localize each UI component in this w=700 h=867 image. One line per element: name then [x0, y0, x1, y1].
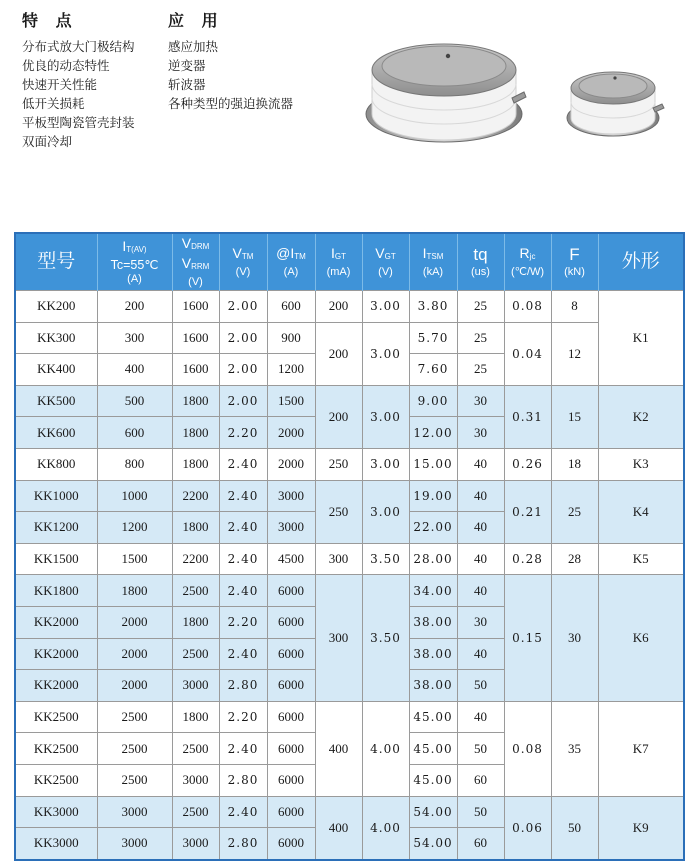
cell-it: 1200	[97, 512, 172, 544]
cell-vgt: 3.00	[362, 448, 409, 480]
cell-it: 1000	[97, 480, 172, 512]
cell-f: 25	[551, 480, 598, 543]
cell-it: 200	[97, 291, 172, 323]
cell-it: 2500	[97, 701, 172, 733]
cell-model: KK200	[15, 291, 97, 323]
header-model: 型号	[15, 233, 97, 291]
cell-vtm: 2.40	[219, 512, 267, 544]
cell-tq: 40	[457, 512, 504, 544]
cell-model: KK2000	[15, 638, 97, 670]
cell-tq: 40	[457, 701, 504, 733]
cell-vtm: 2.00	[219, 385, 267, 417]
table-row	[15, 701, 684, 733]
cell-model: KK1200	[15, 512, 97, 544]
header-itsm: $I_{TSM}$ (kA)	[409, 233, 457, 291]
cell-igt: 200	[315, 291, 362, 323]
cell-vtm: 2.00	[219, 322, 267, 354]
cell-model: KK1500	[15, 543, 97, 575]
cell-itsm: 5.70	[409, 322, 457, 354]
features-title: 特 点	[22, 11, 78, 30]
cell-vgt: 3.50	[362, 575, 409, 701]
cell-model: KK400	[15, 354, 97, 386]
feature-item: 低开关损耗	[22, 96, 85, 111]
cell-model: KK2000	[15, 670, 97, 702]
cell-model: KK2500	[15, 764, 97, 796]
cell-vdrm: 1600	[172, 322, 219, 354]
cell-vdrm: 2200	[172, 543, 219, 575]
header-rjc: $R_{jc}$ (℃/W)	[504, 233, 551, 291]
cell-itsm: 28.00	[409, 543, 457, 575]
applications-list	[168, 37, 293, 113]
cell-vtm: 2.00	[219, 354, 267, 386]
cell-itsm: 22.00	[409, 512, 457, 544]
cell-tq: 40	[457, 543, 504, 575]
cell-itsm: 7.60	[409, 354, 457, 386]
table-header-row	[15, 233, 684, 291]
cell-itm: 900	[267, 322, 315, 354]
cell-itsm: 45.00	[409, 733, 457, 765]
cell-outline: K6	[598, 575, 684, 701]
cell-vgt: 3.00	[362, 322, 409, 385]
cell-outline: K4	[598, 480, 684, 543]
cell-vdrm: 1800	[172, 385, 219, 417]
cell-tq: 50	[457, 733, 504, 765]
header-f: F (kN)	[551, 233, 598, 291]
cell-rjc: 0.04	[504, 322, 551, 385]
cell-model: KK800	[15, 448, 97, 480]
cell-model: KK2500	[15, 701, 97, 733]
cell-it: 2500	[97, 764, 172, 796]
cell-tq: 40	[457, 575, 504, 607]
cell-igt: 300	[315, 575, 362, 701]
cell-tq: 50	[457, 670, 504, 702]
cell-model: KK1000	[15, 480, 97, 512]
cell-model: KK500	[15, 385, 97, 417]
cell-f: 35	[551, 701, 598, 796]
cell-f: 15	[551, 385, 598, 448]
cell-tq: 30	[457, 417, 504, 449]
cell-it: 2000	[97, 638, 172, 670]
header-it: $I_{T(AV)}$ Tc=55℃ (A)	[97, 233, 172, 291]
applications-section	[168, 8, 293, 113]
table-row	[15, 575, 684, 607]
cell-itsm: 34.00	[409, 575, 457, 607]
cell-itm: 6000	[267, 828, 315, 860]
cell-igt: 300	[315, 543, 362, 575]
cell-itm: 6000	[267, 733, 315, 765]
feature-item: 分布式放大门极结构	[22, 39, 135, 54]
cell-vdrm: 2500	[172, 575, 219, 607]
table-row	[15, 480, 684, 512]
cell-it: 2000	[97, 606, 172, 638]
cell-vtm: 2.40	[219, 448, 267, 480]
cell-vtm: 2.40	[219, 638, 267, 670]
cell-outline: K7	[598, 701, 684, 796]
cell-model: KK3000	[15, 796, 97, 828]
header-igt: $I_{GT}$ (mA)	[315, 233, 362, 291]
cell-rjc: 0.06	[504, 796, 551, 860]
feature-item: 双面冷却	[22, 134, 73, 149]
cell-vdrm: 1800	[172, 512, 219, 544]
table-row	[15, 291, 684, 323]
cell-tq: 30	[457, 606, 504, 638]
feature-item: 优良的动态特性	[22, 58, 110, 73]
cell-rjc: 0.21	[504, 480, 551, 543]
cell-tq: 60	[457, 764, 504, 796]
cell-tq: 40	[457, 480, 504, 512]
cell-vgt: 3.00	[362, 480, 409, 543]
cell-vdrm: 1800	[172, 448, 219, 480]
cell-itsm: 9.00	[409, 385, 457, 417]
application-item: 感应加热	[168, 39, 219, 54]
cell-itsm: 54.00	[409, 796, 457, 828]
cell-vdrm: 2500	[172, 638, 219, 670]
cell-f: 50	[551, 796, 598, 860]
cell-vtm: 2.20	[219, 417, 267, 449]
cell-itsm: 38.00	[409, 638, 457, 670]
cell-outline: K5	[598, 543, 684, 575]
cell-itm: 6000	[267, 670, 315, 702]
cell-vgt: 3.00	[362, 291, 409, 323]
cell-tq: 60	[457, 828, 504, 860]
cell-vtm: 2.40	[219, 733, 267, 765]
feature-item: 平板型陶瓷管壳封装	[22, 115, 135, 130]
cell-itsm: 45.00	[409, 701, 457, 733]
cell-it: 400	[97, 354, 172, 386]
cell-igt: 200	[315, 322, 362, 385]
cell-outline: K9	[598, 796, 684, 860]
cell-vgt: 4.00	[362, 701, 409, 796]
cell-tq: 25	[457, 354, 504, 386]
cell-vtm: 2.80	[219, 670, 267, 702]
cell-itm: 6000	[267, 764, 315, 796]
thyristor-disc-large-icon	[362, 18, 530, 150]
cell-igt: 200	[315, 385, 362, 448]
cell-itm: 6000	[267, 701, 315, 733]
cell-rjc: 0.08	[504, 291, 551, 323]
header-tq: tq (us)	[457, 233, 504, 291]
cell-itm: 2000	[267, 417, 315, 449]
cell-vdrm: 3000	[172, 828, 219, 860]
cell-itm: 3000	[267, 480, 315, 512]
cell-itsm: 45.00	[409, 764, 457, 796]
table-row	[15, 796, 684, 828]
cell-vgt: 4.00	[362, 796, 409, 860]
cell-vdrm: 1600	[172, 291, 219, 323]
cell-vdrm: 2500	[172, 796, 219, 828]
table-row	[15, 543, 684, 575]
cell-vdrm: 1800	[172, 606, 219, 638]
cell-tq: 40	[457, 448, 504, 480]
cell-vtm: 2.40	[219, 796, 267, 828]
cell-itm: 4500	[267, 543, 315, 575]
cell-it: 300	[97, 322, 172, 354]
cell-it: 2000	[97, 670, 172, 702]
application-item: 各种类型的强迫换流器	[168, 96, 294, 111]
cell-tq: 40	[457, 638, 504, 670]
thyristor-disc-small-icon	[563, 56, 665, 140]
cell-itm: 3000	[267, 512, 315, 544]
cell-model: KK300	[15, 322, 97, 354]
cell-vdrm: 1800	[172, 417, 219, 449]
cell-f: 18	[551, 448, 598, 480]
table-row	[15, 322, 684, 354]
cell-model: KK3000	[15, 828, 97, 860]
cell-vdrm: 1600	[172, 354, 219, 386]
cell-outline: K3	[598, 448, 684, 480]
cell-itsm: 3.80	[409, 291, 457, 323]
cell-itm: 1500	[267, 385, 315, 417]
cell-itm: 6000	[267, 796, 315, 828]
cell-rjc: 0.26	[504, 448, 551, 480]
cell-itm: 6000	[267, 575, 315, 607]
cell-it: 800	[97, 448, 172, 480]
cell-itsm: 19.00	[409, 480, 457, 512]
cell-vtm: 2.40	[219, 480, 267, 512]
cell-itsm: 12.00	[409, 417, 457, 449]
features-list	[22, 37, 135, 151]
cell-vtm: 2.40	[219, 543, 267, 575]
cell-vgt: 3.00	[362, 385, 409, 448]
cell-vdrm: 1800	[172, 701, 219, 733]
cell-tq: 25	[457, 291, 504, 323]
cell-vtm: 2.80	[219, 764, 267, 796]
cell-igt: 250	[315, 480, 362, 543]
cell-tq: 50	[457, 796, 504, 828]
cell-model: KK2000	[15, 606, 97, 638]
cell-vtm: 2.20	[219, 606, 267, 638]
feature-item: 快速开关性能	[22, 77, 98, 92]
cell-vgt: 3.50	[362, 543, 409, 575]
header-vdrm: $V_{DRM}$ $V_{RRM}$ (V)	[172, 233, 219, 291]
application-item: 斩波器	[168, 77, 206, 92]
cell-model: KK1800	[15, 575, 97, 607]
cell-outline: K2	[598, 385, 684, 448]
cell-itsm: 38.00	[409, 670, 457, 702]
header-vtm: $V_{TM}$ (V)	[219, 233, 267, 291]
application-item: 逆变器	[168, 58, 206, 73]
cell-model: KK600	[15, 417, 97, 449]
cell-it: 500	[97, 385, 172, 417]
cell-vdrm: 3000	[172, 670, 219, 702]
cell-f: 30	[551, 575, 598, 701]
spec-table	[14, 232, 685, 861]
cell-itm: 6000	[267, 606, 315, 638]
cell-rjc: 0.28	[504, 543, 551, 575]
table-row	[15, 448, 684, 480]
cell-rjc: 0.08	[504, 701, 551, 796]
cell-vdrm: 3000	[172, 764, 219, 796]
cell-rjc: 0.31	[504, 385, 551, 448]
cell-igt: 250	[315, 448, 362, 480]
cell-rjc: 0.15	[504, 575, 551, 701]
cell-it: 3000	[97, 796, 172, 828]
cell-vtm: 2.80	[219, 828, 267, 860]
cell-it: 3000	[97, 828, 172, 860]
cell-it: 2500	[97, 733, 172, 765]
cell-igt: 400	[315, 796, 362, 860]
cell-outline: K1	[598, 291, 684, 386]
cell-vdrm: 2200	[172, 480, 219, 512]
cell-model: KK2500	[15, 733, 97, 765]
cell-vdrm: 2500	[172, 733, 219, 765]
cell-vtm: 2.40	[219, 575, 267, 607]
cell-it: 600	[97, 417, 172, 449]
cell-it: 1800	[97, 575, 172, 607]
cell-vtm: 2.00	[219, 291, 267, 323]
cell-f: 8	[551, 291, 598, 323]
cell-it: 1500	[97, 543, 172, 575]
features-section	[22, 8, 135, 151]
header-vgt: $V_{GT}$ (V)	[362, 233, 409, 291]
cell-itsm: 54.00	[409, 828, 457, 860]
header-outline: 外形	[598, 233, 684, 291]
cell-tq: 30	[457, 385, 504, 417]
applications-title: 应 用	[168, 11, 224, 30]
cell-tq: 25	[457, 322, 504, 354]
header-itm: $@I_{TM}$ (A)	[267, 233, 315, 291]
cell-vtm: 2.20	[219, 701, 267, 733]
cell-igt: 400	[315, 701, 362, 796]
cell-f: 28	[551, 543, 598, 575]
cell-itm: 6000	[267, 638, 315, 670]
table-row	[15, 385, 684, 417]
cell-itsm: 38.00	[409, 606, 457, 638]
cell-itsm: 15.00	[409, 448, 457, 480]
cell-itm: 600	[267, 291, 315, 323]
cell-itm: 1200	[267, 354, 315, 386]
cell-f: 12	[551, 322, 598, 385]
cell-itm: 2000	[267, 448, 315, 480]
